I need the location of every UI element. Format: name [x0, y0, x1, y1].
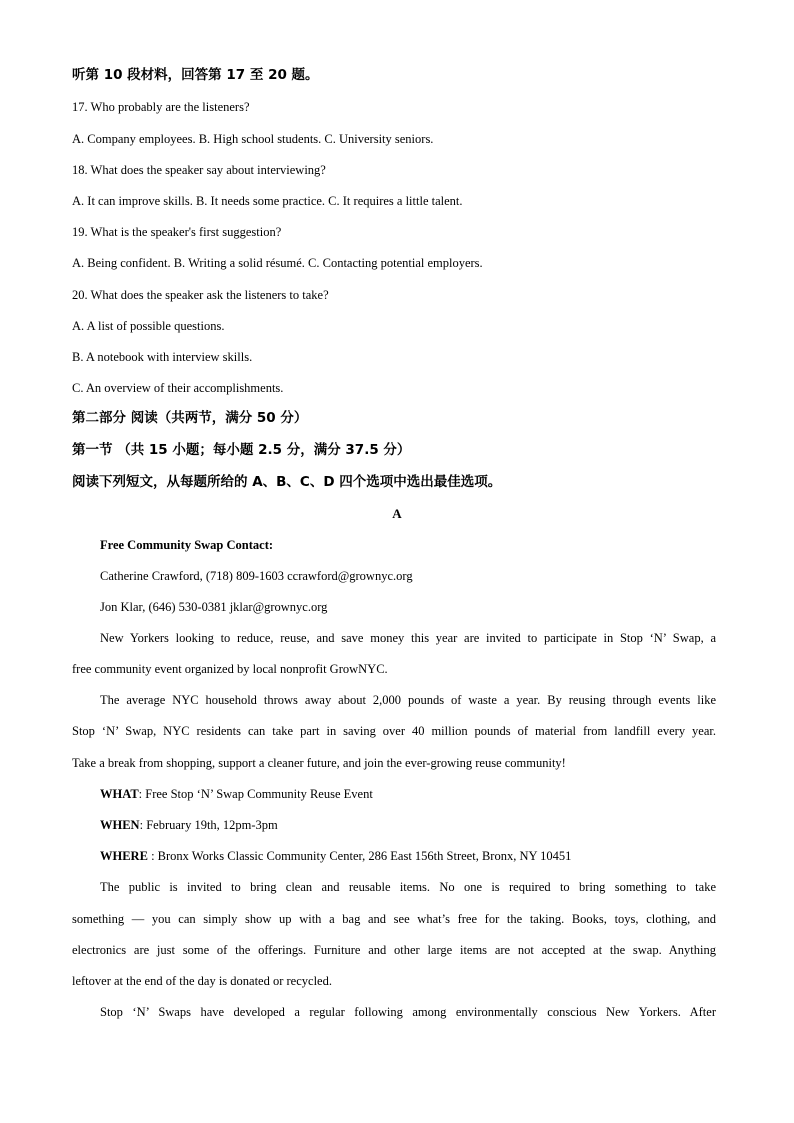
where-value: : Bronx Works Classic Community Center, 286 East 156th Street, Bronx, NY 10451 [147, 849, 572, 863]
where-row [100, 848, 571, 864]
question-19: 19. What is the speaker's first suggestion? [72, 225, 282, 239]
part-two-heading: 第二部分 阅读（共两节，满分 50 分） [72, 410, 308, 426]
paragraph-3-line-2: something — you can simply show up with a bag and see what’s free for the taking. Books, toys, clothing, and [72, 912, 716, 926]
paragraph-2-line-2: Stop ‘N’ Swap, NYC residents can take part in saving over 40 million pounds of material from landfill every year. [72, 724, 716, 738]
question-20: 20. What does the speaker ask the listeners to take? [72, 288, 329, 302]
reading-instruction: 阅读下列短文，从每题所给的 A、B、C、D 四个选项中选出最佳选项。 [72, 474, 502, 490]
when-label: WHEN [100, 818, 140, 832]
question-20-option-c: C. An overview of their accomplishments. [72, 381, 284, 395]
paragraph-2-line-3: Take a break from shopping, support a cleaner future, and join the ever-growing reuse community! [72, 756, 566, 770]
what-row [100, 786, 373, 802]
paragraph-1-line-1: New Yorkers looking to reduce, reuse, and save money this year are invited to participate in Stop ‘N’ Swap, a [100, 631, 716, 645]
paragraph-4-line-1: Stop ‘N’ Swaps have developed a regular following among environmentally conscious New Yorkers. After [100, 1005, 716, 1019]
passage-label: A [392, 506, 402, 521]
paragraph-3-line-4: leftover at the end of the day is donated or recycled. [72, 974, 332, 988]
contact-jon: Jon Klar, (646) 530-0381 jklar@grownyc.org [100, 600, 328, 614]
section-one-heading: 第一节 （共 15 小题；每小题 2.5 分，满分 37.5 分） [72, 442, 411, 458]
when-row [100, 817, 278, 833]
when-value: : February 19th, 12pm-3pm [139, 818, 278, 832]
paragraph-3-line-1: The public is invited to bring clean and reusable items. No one is required to bring something to take [100, 880, 716, 894]
listening-heading: 听第 10 段材料，回答第 17 至 20 题。 [72, 67, 319, 83]
question-17: 17. Who probably are the listeners? [72, 100, 250, 114]
paragraph-2-line-1: The average NYC household throws away about 2,000 pounds of waste a year. By reusing through events like [100, 693, 716, 707]
question-19-options: A. Being confident. B. Writing a solid résumé. C. Contacting potential employers. [72, 256, 483, 270]
paragraph-1-line-2: free community event organized by local nonprofit GrowNYC. [72, 662, 388, 676]
question-20-option-b: B. A notebook with interview skills. [72, 350, 253, 364]
question-20-option-a: A. A list of possible questions. [72, 319, 225, 333]
what-value: : Free Stop ‘N’ Swap Community Reuse Event [138, 787, 373, 801]
contact-catherine: Catherine Crawford, (718) 809-1603 ccrawford@grownyc.org [100, 569, 413, 583]
paragraph-3-line-3: electronics are just some of the offerings. Furniture and other large items are not accepted at the swap. Anything [72, 943, 716, 957]
what-label: WHAT [100, 787, 139, 801]
question-18: 18. What does the speaker say about interviewing? [72, 163, 326, 177]
contact-title: Free Community Swap Contact: [100, 538, 274, 552]
question-17-options: A. Company employees. B. High school students. C. University seniors. [72, 132, 434, 146]
question-18-options: A. It can improve skills. B. It needs some practice. C. It requires a little talent. [72, 194, 463, 208]
where-label: WHERE [100, 849, 148, 863]
